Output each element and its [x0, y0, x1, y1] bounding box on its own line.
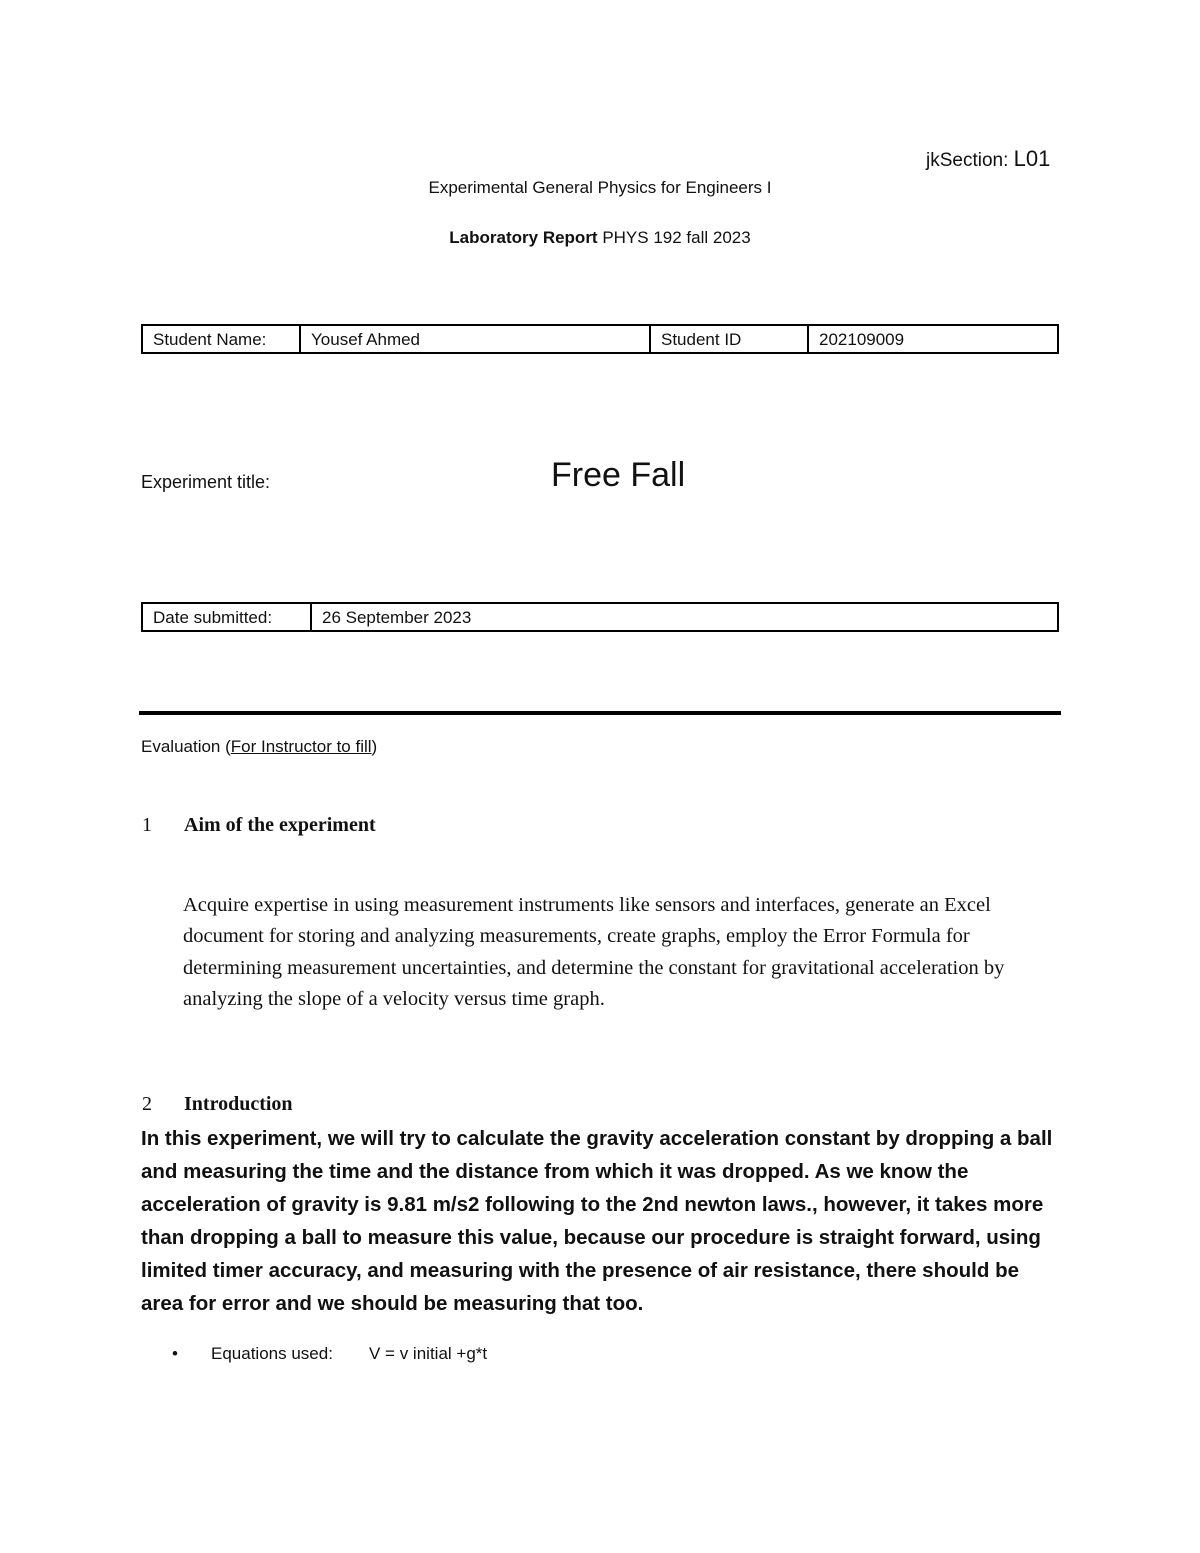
experiment-title: Free Fall	[551, 456, 686, 494]
equations-label: Equations used:	[211, 1344, 333, 1363]
evaluation-underlined: For Instructor to fill	[230, 737, 372, 756]
equation-text: V = v initial +g*t	[369, 1344, 488, 1363]
bullet-icon: •	[172, 1344, 178, 1363]
course-title: Experimental General Physics for Engineers I	[428, 178, 772, 197]
section-title: Introduction	[184, 1093, 293, 1115]
student-info-row	[142, 325, 1058, 353]
section-code: L01	[1013, 146, 1051, 171]
section-number: 2	[142, 1093, 152, 1115]
equations-bullet	[172, 1344, 487, 1364]
student-name-value: Yousef Ahmed	[300, 325, 650, 353]
student-id-label: Student ID	[650, 325, 808, 353]
evaluation-suffix: )	[371, 737, 378, 756]
student-info-table	[141, 324, 1059, 354]
section-number: 1	[142, 814, 152, 836]
section-title: Aim of the experiment	[184, 814, 376, 836]
aim-paragraph: Acquire expertise in using measurement instruments like sensors and interfaces, generate an Excel document for storing and analyzing measurements, create graphs, employ the Error Formula for determining measurement uncertainties, and determine the constant for gravitational acceleration by analyzing the slope of a velocity versus time graph.	[183, 894, 1005, 1010]
evaluation-line	[141, 737, 377, 757]
date-submitted-value: 26 September 2023	[311, 603, 1058, 631]
section-line	[926, 146, 1050, 172]
section-heading-introduction	[142, 1093, 293, 1116]
evaluation-prefix: Evaluation (	[141, 737, 231, 756]
introduction-paragraph: In this experiment, we will try to calculate the gravity acceleration constant by dropping a ball and measuring the time and the distance from which it was dropped. As we know the acceleration of gravity is 9.81 m/s2 following to the 2nd newton laws., however, it takes more than dropping a ball to measure this value, because our procedure is straight forward, using limited timer accuracy, and measuring with the presence of air resistance, there should be area for error and we should be measuring that too.	[141, 1127, 1053, 1315]
date-submitted-row	[142, 603, 1058, 631]
report-title-bold: Laboratory Report	[449, 228, 598, 247]
report-title-rest: PHYS 192 fall 2023	[597, 228, 751, 247]
date-submitted-label: Date submitted:	[142, 603, 311, 631]
section-heading-aim	[142, 814, 376, 837]
report-title	[0, 228, 1200, 248]
date-submitted-table	[141, 602, 1059, 632]
experiment-title-label: Experiment title:	[141, 472, 271, 492]
section-label: jkSection:	[926, 150, 1014, 171]
student-name-label: Student Name:	[142, 325, 300, 353]
student-id-value: 202109009	[808, 325, 1058, 353]
horizontal-divider	[139, 711, 1061, 715]
